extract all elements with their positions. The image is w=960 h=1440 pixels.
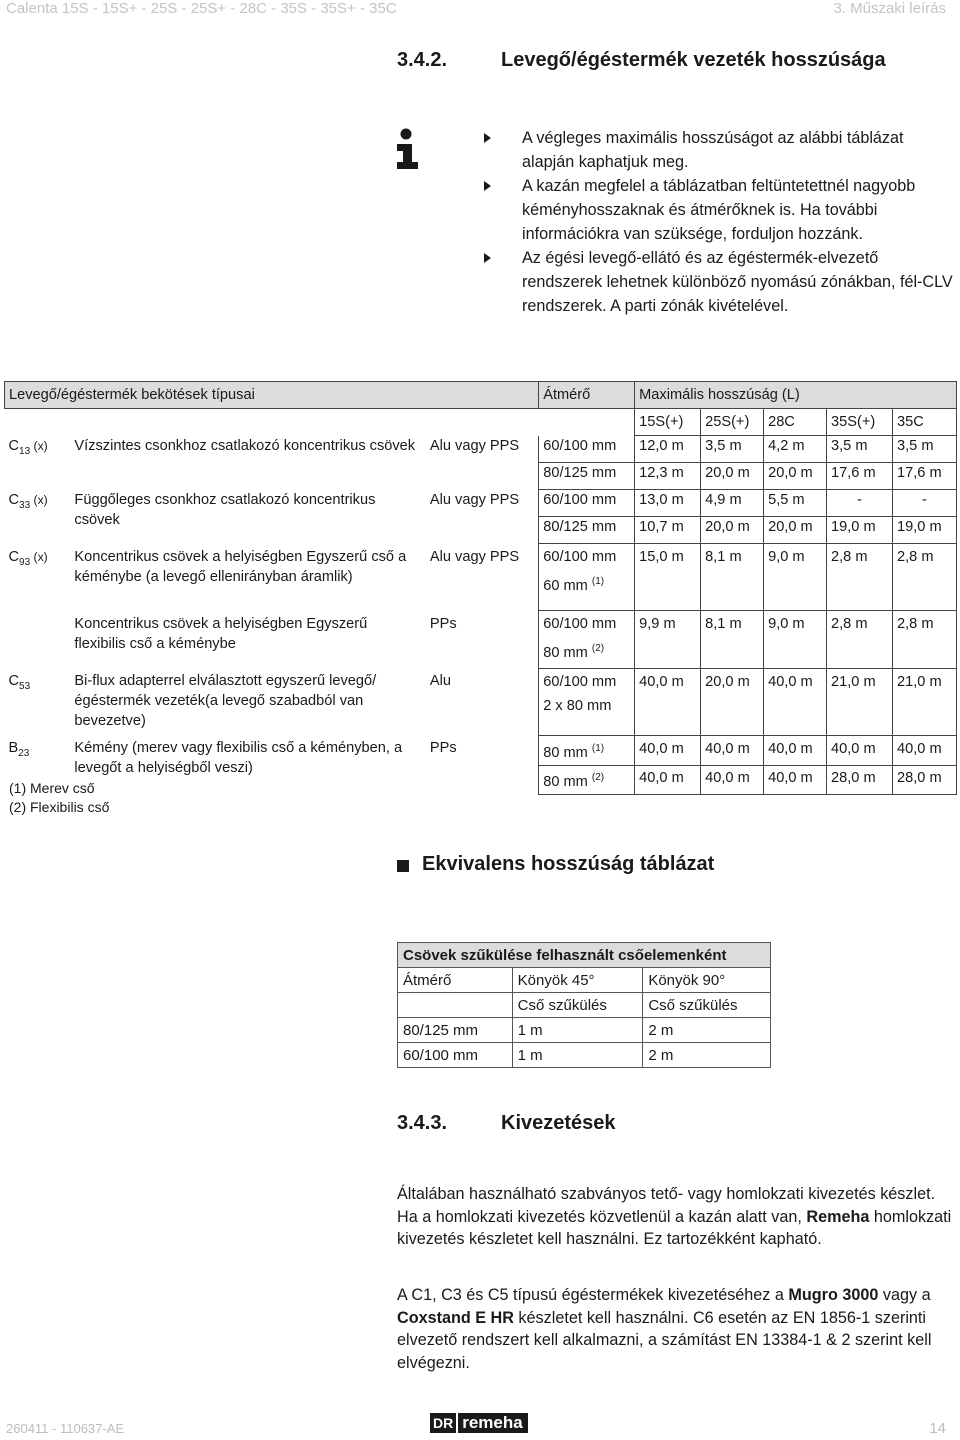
model-header: 35C [892, 409, 956, 436]
type-code: $C_{53}$ [8, 673, 31, 693]
equiv-value: 1 m [512, 1018, 643, 1043]
equiv-col-elbow90: Könyök 90° [643, 968, 771, 993]
value-cell: 2,8 m [827, 544, 893, 611]
equiv-diameter: 80/125 mm [398, 1018, 513, 1043]
value-cell: 9,0 m [764, 611, 827, 669]
diameter-cell: 80/125 mm [539, 517, 635, 544]
value-cell: 40,0 m [635, 735, 701, 765]
header-diameter: Átmérő [539, 382, 635, 409]
equiv-diameter: 60/100 mm [398, 1043, 513, 1068]
equivalent-length-table [397, 942, 771, 1068]
value-cell: 12,0 m [635, 436, 701, 463]
footnote: (2) Flexibilis cső [9, 799, 110, 815]
value-cell: 9,0 m [764, 544, 827, 611]
diameter-cell: 80 mm $^{(2)}$ [539, 765, 635, 794]
equiv-sub-header: Cső szűkülés [643, 993, 771, 1018]
value-cell: 2,8 m [827, 611, 893, 669]
section-number: 3.4.3. [397, 1112, 448, 1134]
material: PPs [429, 740, 457, 757]
section-title: Kivezetések [501, 1112, 616, 1134]
value-cell: 4,9 m [701, 490, 764, 517]
equiv-sub-header: Cső szűkülés [512, 993, 643, 1018]
type-description: Vízszintes csonkhoz csatlakozó koncentrikus csövek [74, 437, 416, 454]
equiv-value: 2 m [643, 1018, 771, 1043]
value-cell: 20,0 m [764, 463, 827, 490]
info-bullet [484, 126, 954, 174]
diameter-cell: 60/100 mm 60 mm $^{(1)}$ [539, 544, 635, 611]
section-number: 3.4.2. [397, 49, 448, 71]
diameter-cell: 60/100 mm 2 x 80 mm [539, 668, 635, 735]
type-code: $C_{13}$ (x) [8, 437, 48, 457]
value-cell: 28,0 m [827, 765, 893, 794]
value-cell: 17,6 m [827, 463, 893, 490]
value-cell: 20,0 m [701, 668, 764, 735]
model-header: 25S(+) [701, 409, 764, 436]
equiv-empty-cell [398, 993, 513, 1018]
bullet-text: A kazán megfelel a táblázatban feltüntetettnél nagyobb kéményhosszaknak és átmérőknek is. Ha további információkra van szüksége, forduljon hozzánk. [522, 177, 916, 243]
equiv-table-title: Csövek szűkülése felhasznált csőelemenként [398, 943, 771, 968]
logo-mark: DR [430, 1413, 456, 1433]
value-cell: 2,8 m [892, 544, 956, 611]
diameter-cell: 80/125 mm [539, 463, 635, 490]
outlets-paragraph: A C1, C3 és C5 típusú égéstermékek kivezetéséhez a Mugro 3000 vagy a Coxstand E HR készletet kell használni. C6 esetén az EN 1856-1 szerinti elvezető rendszert kell alkalmazni, a számítást EN 13384-1 & 2 szerint kell elvégezni. [397, 1286, 932, 1372]
type-description: Kémény (merev vagy flexibilis cső a kéményben, a levegőt a helyiségből veszi) [74, 740, 403, 777]
bullet-arrow-icon [484, 253, 491, 263]
type-code: $C_{93}$ (x) [8, 548, 48, 568]
model-header: 35S(+) [827, 409, 893, 436]
value-cell: 21,0 m [892, 668, 956, 735]
value-cell: 5,5 m [764, 490, 827, 517]
value-cell: 2,8 m [892, 611, 956, 669]
model-header: 28C [764, 409, 827, 436]
material: Alu vagy PPS [429, 437, 520, 454]
value-cell: 4,2 m [764, 436, 827, 463]
value-cell: 15,0 m [635, 544, 701, 611]
value-cell: 20,0 m [701, 463, 764, 490]
value-cell: 40,0 m [701, 735, 764, 765]
value-cell: - [827, 490, 893, 517]
section-title: Levegő/égéstermék vezeték hosszúsága [501, 49, 886, 71]
value-cell: 19,0 m [827, 517, 893, 544]
value-cell: 9,9 m [635, 611, 701, 669]
page-number: 14 [929, 1420, 946, 1437]
type-description: Koncentrikus csövek a helyiségben Egyszerű flexibilis cső a kéménybe [74, 615, 368, 652]
type-description: Koncentrikus csövek a helyiségben Egyszerű cső a kéménybe (a levegő ellenirányban áramlik) [74, 548, 407, 585]
value-cell: 40,0 m [764, 765, 827, 794]
value-cell: 40,0 m [764, 668, 827, 735]
doc-header-title: Calenta 15S - 15S+ - 25S - 25S+ - 28C - 35S - 35S+ - 35C [6, 0, 397, 17]
value-cell: 28,0 m [892, 765, 956, 794]
diameter-cell: 60/100 mm [539, 436, 635, 463]
doc-header-chapter: 3. Műszaki leírás [833, 0, 946, 17]
material: Alu vagy PPS [429, 491, 520, 508]
square-bullet-icon [397, 860, 409, 872]
bullet-text: Az égési levegő-ellátó és az égéstermék-elvezető rendszerek lehetnek különböző nyomású zónákban, fél-CLV rendszerek. A parti zónák kivételével. [522, 249, 953, 315]
table-footnotes [9, 779, 109, 817]
value-cell: 17,6 m [892, 463, 956, 490]
value-cell: 3,5 m [827, 436, 893, 463]
footnote: (1) Merev cső [9, 780, 95, 796]
value-cell: 8,1 m [701, 544, 764, 611]
value-cell: 40,0 m [892, 735, 956, 765]
header-max-length: Maximális hosszúság (L) [635, 382, 957, 409]
info-bullet [484, 246, 954, 318]
value-cell: 21,0 m [827, 668, 893, 735]
bullet-arrow-icon [484, 133, 491, 143]
remeha-logo [430, 1412, 528, 1434]
diameter-cell: 60/100 mm [539, 490, 635, 517]
value-cell: 3,5 m [701, 436, 764, 463]
equiv-value: 2 m [643, 1043, 771, 1068]
equiv-col-elbow45: Könyök 45° [512, 968, 643, 993]
value-cell: 20,0 m [764, 517, 827, 544]
diameter-cell: 80 mm $^{(1)}$ [539, 735, 635, 765]
value-cell: - [892, 490, 956, 517]
equivalent-length-title: Ekvivalens hosszúság táblázat [422, 853, 715, 875]
model-header: 15S(+) [635, 409, 701, 436]
equiv-col-diameter: Átmérő [398, 968, 513, 993]
value-cell: 40,0 m [701, 765, 764, 794]
bullet-text: A végleges maximális hosszúságot az alábbi táblázat alapján kaphatjuk meg. [522, 129, 904, 171]
type-description: Függőleges csonkhoz csatlakozó koncentrikus csövek [74, 491, 376, 528]
type-code: $B_{23}$ [8, 740, 30, 760]
value-cell: 12,3 m [635, 463, 701, 490]
info-bullet [484, 174, 954, 246]
value-cell: 40,0 m [764, 735, 827, 765]
value-cell: 40,0 m [827, 735, 893, 765]
doc-reference: 260411 - 110637-AE [6, 1421, 125, 1436]
value-cell: 19,0 m [892, 517, 956, 544]
value-cell: 10,7 m [635, 517, 701, 544]
type-code: $C_{33}$ (x) [8, 491, 48, 511]
value-cell: 40,0 m [635, 765, 701, 794]
equiv-value: 1 m [512, 1043, 643, 1068]
material: Alu [429, 673, 451, 690]
material: Alu vagy PPS [429, 548, 520, 565]
outlets-paragraph: Általában használható szabványos tető- vagy homlokzati kivezetés készlet. Ha a homlokzati kivezetés közvetlenül a kazán alatt van, Remeha homlokzati kivezetés készletet kell használni. Ez tartozékként kapható. [397, 1185, 952, 1248]
logo-text: remeha [458, 1413, 527, 1433]
type-description: Bi-flux adapterrel elválasztott egyszerű levegő/ égéstermék vezeték(a levegő szabadból van bevezetve) [74, 673, 377, 730]
material: PPs [429, 615, 457, 632]
value-cell: 13,0 m [635, 490, 701, 517]
value-cell: 20,0 m [701, 517, 764, 544]
value-cell: 8,1 m [701, 611, 764, 669]
value-cell: 40,0 m [635, 668, 701, 735]
info-icon [394, 128, 424, 170]
bullet-arrow-icon [484, 181, 491, 191]
info-bullet-list [484, 126, 954, 318]
diameter-cell: 60/100 mm 80 mm $^{(2)}$ [539, 611, 635, 669]
max-length-table [4, 381, 957, 795]
header-connection-types: Levegő/égéstermék bekötések típusai [5, 382, 539, 409]
value-cell: 3,5 m [892, 436, 956, 463]
